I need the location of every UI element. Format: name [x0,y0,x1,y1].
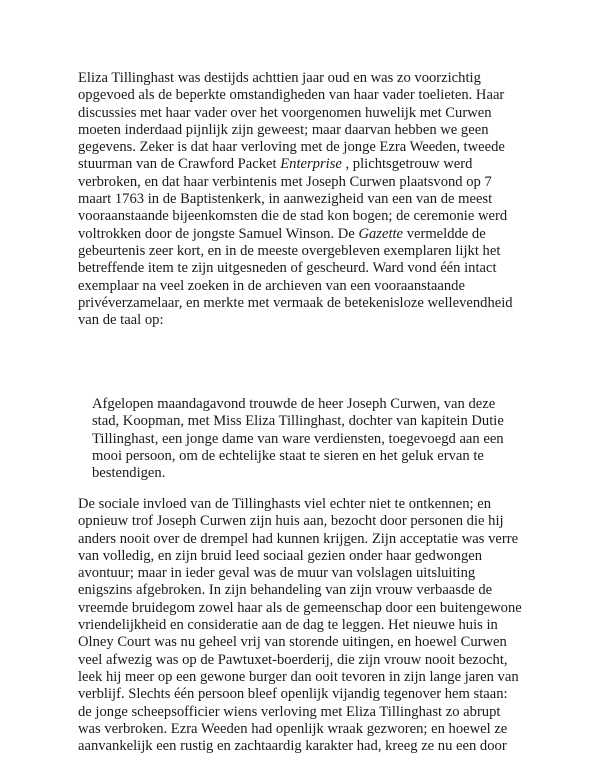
text-line: exemplaar na veel zoeken in de archieven van een vooraanstaande [78,277,465,294]
text-line: van volledig, en zijn bruid leed sociaal gezien onder haar gedwongen [78,547,483,564]
text-line: De sociale invloed van de Tillinghasts viel echter niet te ontkennen; en [78,496,491,512]
text-line: veel afwezig was op de Pawtuxet-boerderij, die zijn vrouw nooit bezocht, [78,651,508,668]
text-line: verbroken, en dat haar verbintenis met Joseph Curwen plaatsvond op 7 [78,173,492,190]
text-line: aanvankelijk een rustig en zachtaardig karakter had, kreeg ze nu een door [78,738,507,755]
italic-title: Gazette [358,225,404,242]
text-line: moeten inderdaad pijnlijk zijn geweest; maar daarvan hebben we geen [78,121,489,138]
text-line: was verbroken. Ezra Weeden had openlijk wraak gezworen; en hoewel ze [78,720,508,737]
text-line: opnieuw trof Joseph Curwen zijn huis aan, bezocht door personen die hij [78,513,504,530]
text-line: stad, Koopman, met Miss Eliza Tillinghast, dochter van kapitein Dutie [92,413,504,430]
paragraph-1 [78,70,530,329]
text-line: opgevoed als de beperkte omstandigheden van haar vader toelieten. Haar [78,87,505,104]
text-line: vreemde bruidegom zowel haar als de gemeenschap door een buitengewone [78,599,522,616]
text-line [78,226,530,243]
text-line: Afgelopen maandagavond trouwde de heer Joseph Curwen, van deze [92,396,496,412]
text-line: gegevens. Zeker is dat haar verloving met de jonge Ezra Weeden, tweede [78,139,505,156]
text-line: van de taal op: [78,312,164,329]
text-line: maart 1763 in de Baptistenkerk, in aanwezigheid van een van de meest [78,191,493,208]
paragraph-2 [78,496,530,755]
text-line: betreffende item te zijn uitgesneden of gescheurd. Ward vond één intact [78,260,497,277]
text-segment: voltrokken door de jongste Samuel Winson. De [78,225,359,242]
block-quote [92,396,522,482]
text-segment: vermeldde de [403,225,486,242]
text-line: vooraanstaande bijeenkomsten die de stad kon bogen; de ceremonie werd [78,208,508,225]
text-line: privéverzamelaar, en merkte met vermaak de betekenisloze wellevendheid [78,294,513,311]
text-line: Tillinghast, een jonge dame van ware verdiensten, toegevoegd aan een [92,430,504,447]
text-line [78,156,530,173]
text-line: avontuur; maar in ieder geval was de muur van volslagen uitsluiting [78,565,476,582]
text-line: verblijf. Slechts één persoon bleef openlijk vijandig tegenover hem staan: [78,686,508,703]
text-line: Eliza Tillinghast was destijds achttien jaar oud en was zo voorzichtig [78,70,481,86]
text-line: gebeurtenis zeer kort, en in de meeste overgebleven exemplaren lijkt het [78,242,501,259]
text-line: enigszins afgebroken. In zijn behandeling van zijn vrouw verbaasde de [78,582,493,599]
text-line: discussies met haar vader over het voorgenomen huwelijk met Curwen [78,104,492,121]
text-line: vriendelijkheid en consideratie aan de dag te leggen. Het nieuwe huis in [78,617,498,634]
text-line: de jonge scheepsofficier wiens verloving met Eliza Tillinghast zo abrupt [78,703,501,720]
text-line: Olney Court was nu geheel vrij van storende uitingen, en hoewel Curwen [78,634,507,651]
text-line: bestendigen. [92,465,166,482]
text-line: leek hij meer op een gewone burger dan ooit tevoren in zijn lange jaren van [78,668,519,685]
italic-title: Enterprise [280,156,342,173]
text-segment: stuurman van de Crawford Packet [78,156,281,173]
text-line: mooi persoon, om de echtelijke staat te sieren en het geluk ervan te [92,447,484,464]
text-line: anders nooit over de drempel had kunnen krijgen. Zijn acceptatie was verre [78,530,519,547]
text-segment: , plichtsgetrouw werd [341,156,473,173]
